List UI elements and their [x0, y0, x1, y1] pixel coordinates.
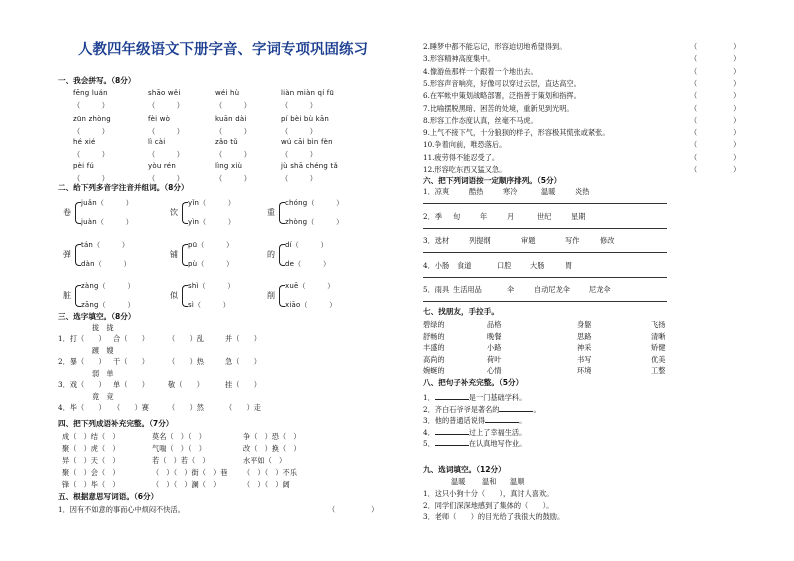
definition-answer[interactable]: （ ） — [690, 91, 741, 101]
section-4-heading: 四、把下列成语补充完整。（7分） — [58, 419, 174, 428]
ordering-word: 炎热 — [575, 187, 590, 196]
definition-item: 3.形容精神高度集中。 — [423, 54, 495, 64]
pinyin-answer-box[interactable]: （ ） — [215, 127, 251, 136]
idiom-blank[interactable]: （ ）（ ）阔 — [243, 480, 290, 489]
word-option: 温顺 — [510, 477, 525, 486]
answer-line[interactable] — [423, 203, 667, 204]
answer-line[interactable] — [423, 228, 667, 229]
idiom-blank[interactable]: 聚（ ）虎（ ） — [62, 444, 120, 453]
definition-item: 5.形容声音响亮，好像可以穿过云层，直达高空。 — [423, 78, 581, 88]
pinyin-answer-box[interactable]: （ ） — [73, 174, 109, 183]
idiom-blank[interactable]: 莫名（ ）（ ） — [152, 432, 206, 441]
idiom-blank[interactable]: 成（ ）结（ ） — [62, 432, 120, 441]
choice-options: 弱 单 — [92, 369, 114, 378]
choice-blank[interactable]: 3．戏（ ） — [58, 380, 106, 389]
idiom-blank[interactable]: 异（ ）天（ ） — [62, 456, 120, 465]
pinyin-prompt: zūn zhòng — [73, 115, 111, 123]
pinyin-prompt: liàn miàn qí fū — [281, 89, 335, 97]
polyphone-reading-2[interactable]: de（ ） — [285, 260, 331, 268]
definition-answer[interactable]: （ ） — [690, 78, 741, 88]
section-5-item-1-answer[interactable]: （ ） — [328, 505, 379, 514]
definition-answer[interactable]: （ ） — [690, 152, 741, 162]
definition-answer[interactable]: （ ） — [690, 103, 741, 113]
polyphone-reading-2[interactable]: zāng（ ） — [81, 301, 135, 309]
polyphone-reading-2[interactable]: dàn（ ） — [81, 260, 131, 268]
polyphone-reading-2[interactable]: pù（ ） — [188, 260, 234, 268]
match-word[interactable]: 矫健 — [651, 343, 666, 353]
ordering-word: 生活用品 — [453, 285, 482, 294]
word-option: 温和 — [482, 477, 497, 486]
ordering-word: 胃 — [565, 260, 573, 270]
pinyin-prompt: jù shā chéng tǎ — [281, 162, 338, 170]
definition-answer[interactable]: （ ） — [690, 115, 741, 125]
sentence-item — [423, 404, 541, 413]
section-8-heading: 八、把句子补充完整。（5分） — [423, 378, 524, 387]
polyphone-reading-2[interactable]: yìn（ ） — [188, 218, 236, 226]
pinyin-prompt: pí bèi bù kān — [281, 115, 330, 123]
ordering-word: 食道 — [457, 260, 472, 270]
definition-item: 10.争着向前，唯恐落后。 — [423, 140, 507, 150]
sentence-blank[interactable] — [499, 404, 533, 412]
definition-item: 11.疲劳得不能忍受了。 — [423, 152, 500, 162]
section-1-heading: 一、我会拼写。（8分） — [58, 76, 136, 85]
section-5-item-1: 1．因有不如意的事而心中烦闷不快活。 — [58, 505, 185, 514]
definition-item: 4.像游鱼那样一个跟着一个地出去。 — [423, 66, 538, 76]
ordering-word: 寒冷 — [503, 187, 518, 196]
pinyin-answer-box[interactable]: （ ） — [281, 174, 317, 183]
sentence-suffix: 在认真地写作业。 — [468, 439, 527, 449]
ordering-word: 酷热 — [469, 187, 484, 196]
definition-item: 2.睡梦中都不能忘记，形容迫切地希望得到。 — [423, 42, 567, 51]
choice-blank[interactable]: 并（ ） — [225, 334, 261, 343]
ordering-word: 月 — [507, 211, 515, 221]
definition-item: 9.上气不接下气，十分狼狈的样子，形容极其慌张或紧张。 — [423, 128, 610, 138]
pinyin-answer-box[interactable]: （ ） — [148, 127, 184, 136]
pinyin-answer-box[interactable]: （ ） — [215, 101, 251, 110]
definition-item: 12.形容吃东西又猛又急。 — [423, 165, 507, 174]
ordering-word: 尼龙伞 — [589, 285, 611, 294]
choice-blank[interactable]: 干（ ） — [113, 357, 149, 366]
definition-answer[interactable]: （ ） — [690, 42, 741, 51]
sentence-prefix: 4． — [423, 427, 435, 437]
polyphone-char: 卷 — [63, 208, 71, 217]
polyphone-reading-1[interactable]: tán（ ） — [81, 241, 130, 249]
ordering-word: 3．选材 — [423, 236, 450, 245]
section-2-heading: 二、给下列多音字注音并组词。（8分） — [58, 183, 189, 192]
definition-answer[interactable]: （ ） — [690, 140, 741, 150]
match-word[interactable]: 飞扬 — [651, 320, 666, 329]
match-word[interactable]: 荷叶 — [487, 354, 502, 364]
section-9-heading: 九、选词填空。（12分） — [423, 465, 506, 474]
choice-options: 踱 嫂 — [92, 346, 114, 355]
ordering-word: 星期 — [571, 211, 586, 221]
sentence-suffix: 过上了幸福生活。 — [468, 427, 527, 437]
match-word[interactable]: 书写 — [577, 354, 592, 364]
match-word[interactable]: 心情 — [487, 366, 502, 376]
sentence-suffix: 。 — [533, 404, 541, 414]
pinyin-prompt: lì cài — [148, 138, 166, 146]
section-6-heading: 六、把下列词语按一定顺序排列。（5分） — [423, 176, 562, 185]
choice-blank[interactable]: （ ）乱 — [168, 334, 204, 343]
pinyin-prompt: fèi wò — [148, 115, 171, 123]
match-word[interactable]: 身躯 — [577, 320, 592, 329]
match-word[interactable]: 品格 — [487, 320, 502, 329]
ordering-word: 口腔 — [497, 260, 512, 270]
definition-item: 7.比喻摆脱黑暗、困苦的处境，重新见到光明。 — [423, 103, 574, 113]
answer-line[interactable] — [423, 252, 667, 253]
answer-line[interactable] — [423, 277, 667, 278]
polyphone-reading-1[interactable]: chóng（ ） — [285, 199, 344, 207]
pinyin-prompt: shāo wěi — [148, 89, 181, 97]
ordering-word: 世纪 — [537, 211, 552, 221]
ordering-word: 温暖 — [541, 187, 556, 196]
word-option: 温暖 — [451, 477, 466, 486]
idiom-blank[interactable]: 水平如（ ） — [243, 456, 287, 465]
choice-blank[interactable]: （ ）赛 — [113, 403, 149, 412]
pinyin-answer-box[interactable]: （ ） — [281, 150, 317, 159]
pinyin-answer-box[interactable]: （ ） — [281, 127, 317, 136]
match-word[interactable]: 小路 — [487, 343, 502, 353]
match-word[interactable]: 思路 — [577, 331, 592, 341]
sentence-blank[interactable] — [435, 392, 469, 400]
choice-blank[interactable]: （ ）然 — [168, 403, 204, 412]
ordering-word: 自动尼龙伞 — [534, 285, 570, 294]
ordering-word: 4．小肠 — [423, 260, 450, 270]
pinyin-prompt: hé xié — [73, 138, 96, 146]
ordering-word: 修改 — [600, 236, 615, 245]
sentence-item — [423, 427, 526, 436]
idiom-blank[interactable]: （ ）（ ）街（ ）巷 — [152, 468, 228, 477]
choice-blank[interactable]: 急（ ） — [225, 357, 261, 366]
choice-blank[interactable]: 4．毕（ ） — [58, 403, 106, 412]
sentence-blank[interactable] — [435, 427, 469, 435]
choice-options: 拢 拢 — [92, 323, 114, 332]
polyphone-reading-1[interactable]: yǐn（ ） — [188, 199, 236, 207]
definition-answer[interactable]: （ ） — [690, 165, 741, 174]
pinyin-answer-box[interactable]: （ ） — [281, 101, 317, 110]
polyphone-char: 重 — [267, 208, 275, 217]
pinyin-answer-box[interactable]: （ ） — [215, 174, 251, 183]
definition-item: 6.在军帐中策划战略部署，泛指善于策划和指挥。 — [423, 91, 581, 101]
sentence-item — [423, 415, 526, 424]
pinyin-answer-box[interactable]: （ ） — [73, 101, 109, 110]
definition-answer[interactable]: （ ） — [690, 54, 741, 64]
definition-answer[interactable]: （ ） — [690, 66, 741, 76]
section-3-heading: 三、选字填空。（8分） — [58, 312, 136, 321]
match-word[interactable]: 神采 — [577, 343, 592, 353]
choice-options: 竟 竞 — [92, 392, 114, 401]
ordering-word: 旬 — [453, 211, 461, 221]
polyphone-reading-1[interactable]: shì（ ） — [188, 282, 235, 290]
pinyin-answer-box[interactable]: （ ） — [148, 101, 184, 110]
choice-blank[interactable]: 2．暴（ ） — [58, 357, 106, 366]
choice-blank[interactable]: （ ）热 — [168, 357, 204, 366]
pinyin-prompt: wú cāi bìn fèn — [281, 138, 333, 146]
pinyin-answer-box[interactable]: （ ） — [73, 127, 109, 136]
match-word[interactable]: 高尚的 — [423, 354, 445, 364]
polyphone-reading-2[interactable]: xiāo（ ） — [285, 301, 337, 309]
pinyin-answer-box[interactable]: （ ） — [215, 150, 251, 159]
idiom-blank[interactable]: 锋（ ）毕（ ） — [62, 480, 120, 489]
sentence-suffix: 是一门基础学科。 — [468, 393, 527, 402]
idiom-blank[interactable]: （ ）（ ）澜（ ） — [152, 480, 221, 489]
sentence-prefix: 2．齐白石爷爷是著名的 — [423, 404, 500, 414]
ordering-word: 写作 — [565, 236, 580, 245]
pinyin-prompt: lìng xiù — [215, 162, 243, 170]
match-word[interactable]: 婉蜒的 — [423, 366, 445, 376]
choice-blank[interactable]: 敬（ ） — [168, 380, 204, 389]
polyphone-reading-1[interactable]: juǎn（ ） — [81, 199, 133, 207]
polyphone-char: 脏 — [63, 291, 71, 300]
sentence-item — [423, 392, 526, 401]
idiom-blank[interactable]: 改（ ）换（ ） — [243, 444, 301, 453]
pinyin-prompt: fēng luán — [73, 89, 108, 97]
polyphone-reading-1[interactable]: dí（ ） — [285, 241, 328, 249]
ordering-word: 5．雨具 — [423, 285, 450, 294]
ordering-word: 2．季 — [423, 211, 442, 221]
polyphone-char: 饮 — [170, 208, 178, 217]
definition-item: 8.形容工作态度认真，丝毫不马虎。 — [423, 115, 538, 125]
polyphone-reading-1[interactable]: zàng（ ） — [81, 282, 135, 290]
sentence-blank[interactable] — [485, 415, 519, 423]
match-word[interactable]: 环境 — [577, 366, 592, 376]
pinyin-answer-box[interactable]: （ ） — [73, 150, 109, 159]
sentence-prefix: 1． — [423, 393, 435, 402]
choice-blank[interactable]: （ ）走 — [225, 403, 261, 412]
sentence-prefix: 3．他的普通话说得 — [423, 416, 486, 426]
idiom-blank[interactable]: 争（ ）恐（ ） — [243, 432, 301, 441]
ordering-word: 伞 — [507, 285, 515, 294]
polyphone-char: 弹 — [63, 250, 71, 259]
polyphone-char: 削 — [267, 291, 275, 300]
choice-blank[interactable]: 挂（ ） — [225, 380, 261, 389]
pinyin-answer-box[interactable]: （ ） — [148, 174, 184, 183]
fill-word-item[interactable]: 1．这只小狗十分（ ），真讨人喜欢。 — [423, 489, 554, 498]
sentence-prefix: 5． — [423, 439, 435, 449]
fill-word-item[interactable]: 2．同学们深深地感到了集体的（ ）。 — [423, 500, 554, 510]
match-word[interactable]: 舒畅的 — [423, 331, 445, 341]
polyphone-char: 铺 — [170, 250, 178, 259]
pinyin-prompt: yòu rén — [148, 162, 176, 170]
section-5-heading: 五、根据意思写词语。（6分） — [58, 492, 159, 501]
polyphone-reading-2[interactable]: juàn（ ） — [81, 218, 133, 226]
sentence-item — [423, 438, 526, 447]
ordering-word: 1．凉爽 — [423, 187, 450, 196]
choice-blank[interactable]: 合（ ） — [113, 334, 149, 343]
polyphone-reading-1[interactable]: pū（ ） — [188, 241, 234, 249]
definition-answer[interactable]: （ ） — [690, 128, 741, 138]
right-column — [397, 0, 794, 561]
pinyin-prompt: wéi hù — [215, 89, 240, 97]
pinyin-prompt: pèi fú — [73, 162, 95, 170]
match-word[interactable]: 碧绿的 — [423, 320, 445, 329]
page-title: 人教四年级语文下册字音、字词专项巩固练习 — [78, 42, 368, 58]
idiom-blank[interactable]: 若（ ）若（ ） — [152, 456, 210, 465]
polyphone-char: 的 — [267, 250, 275, 259]
match-word[interactable]: 优美 — [651, 354, 666, 364]
ordering-word: 大肠 — [530, 260, 545, 270]
match-word[interactable]: 清晰 — [651, 331, 666, 341]
polyphone-reading-2[interactable]: sì（ ） — [188, 301, 230, 309]
sentence-suffix: 。 — [519, 416, 527, 426]
pinyin-prompt: zǎo tǔ — [215, 138, 238, 146]
polyphone-reading-1[interactable]: xuē（ ） — [285, 282, 335, 290]
match-word[interactable]: 丰盛的 — [423, 343, 445, 353]
idiom-blank[interactable]: （ ）（ ）不乐 — [243, 468, 297, 477]
ordering-word: 审题 — [521, 236, 536, 245]
polyphone-reading-2[interactable]: zhòng（ ） — [285, 218, 344, 226]
choice-blank[interactable]: 1．打（ ） — [58, 334, 106, 343]
match-word[interactable]: 工整 — [651, 366, 666, 376]
choice-blank[interactable]: 单（ ） — [113, 380, 149, 389]
pinyin-answer-box[interactable]: （ ） — [148, 150, 184, 159]
sentence-blank[interactable] — [435, 438, 469, 446]
fill-word-item[interactable]: 3．老师（ ）的目光给了我很大的鼓励。 — [423, 512, 565, 522]
answer-line[interactable] — [423, 301, 667, 302]
polyphone-char: 似 — [170, 291, 178, 300]
ordering-word: 年 — [480, 211, 488, 221]
pinyin-prompt: kuān dài — [215, 115, 247, 123]
ordering-word: 列提纲 — [469, 236, 491, 245]
section-7-heading: 七、找朋友，手拉手。 — [423, 307, 499, 316]
idiom-blank[interactable]: 气喘（ ）（ ） — [152, 444, 206, 453]
match-word[interactable]: 晚餐 — [487, 331, 502, 341]
idiom-blank[interactable]: 聚（ ）会（ ） — [62, 468, 120, 477]
